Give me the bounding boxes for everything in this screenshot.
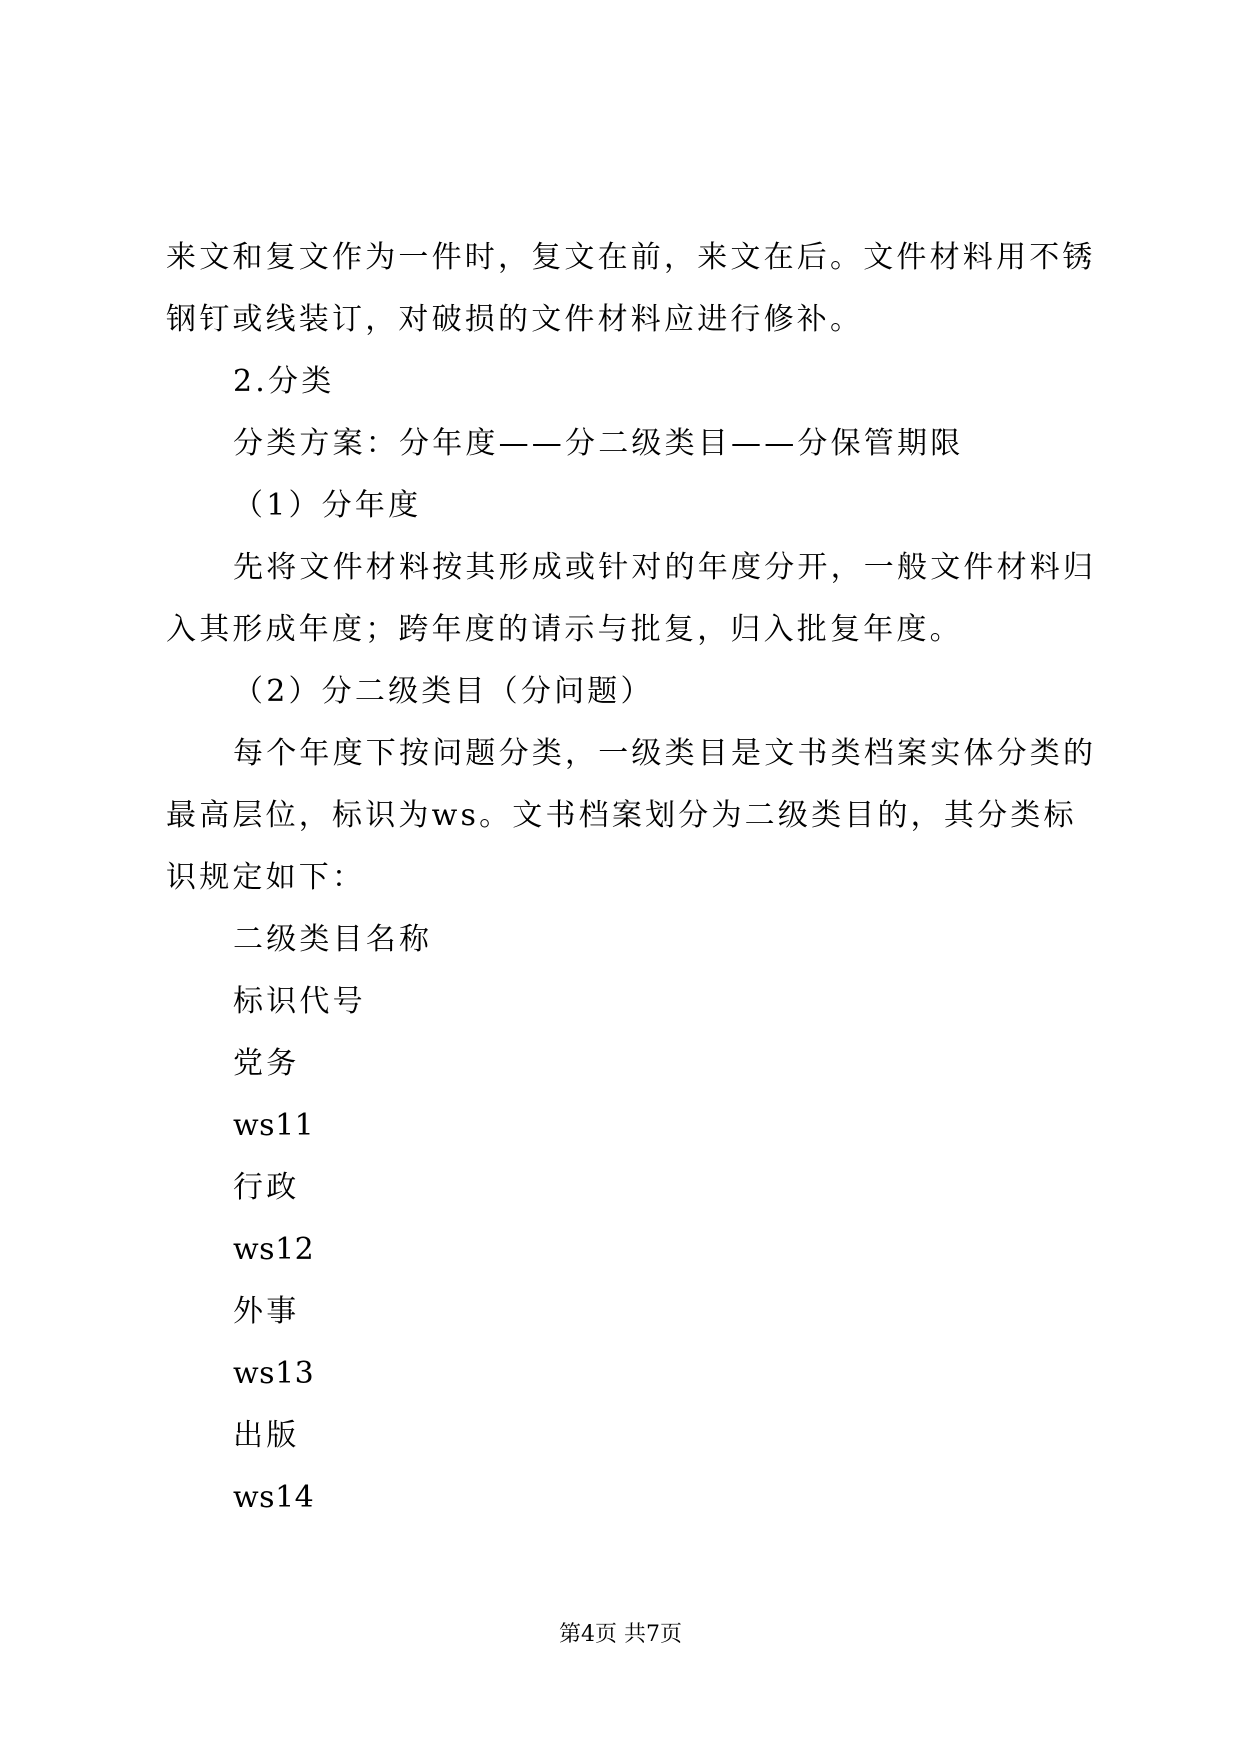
paragraph-line: 分类方案：分年度——分二级类目——分保管期限 <box>233 426 964 461</box>
table-cell: 出版 <box>233 1418 300 1453</box>
page-number-footer: 第4页 共7页 <box>559 1622 682 1647</box>
paragraph-line: 先将文件材料按其形成或针对的年度分开，一般文件材料归 <box>233 550 1097 585</box>
table-cell: 外事 <box>233 1294 300 1329</box>
paragraph-line: 钢钉或线装订，对破损的文件材料应进行修补。 <box>166 302 864 337</box>
paragraph-line: 入其形成年度；跨年度的请示与批复，归入批复年度。 <box>166 612 963 647</box>
table-cell: ws14 <box>233 1480 315 1515</box>
subsection-heading: （1）分年度 <box>233 488 422 523</box>
subsection-heading: （2）分二级类目（分问题） <box>233 674 654 709</box>
paragraph-line: 来文和复文作为一件时，复文在前，来文在后。文件材料用不锈 <box>166 240 1096 275</box>
paragraph-line: 每个年度下按问题分类，一级类目是文书类档案实体分类的 <box>233 736 1097 771</box>
paragraph-line: 识规定如下： <box>166 860 366 895</box>
section-heading: 2.分类 <box>233 364 335 399</box>
table-cell: ws13 <box>233 1356 315 1391</box>
table-cell: ws12 <box>233 1232 315 1267</box>
table-header-cell: 二级类目名称 <box>233 922 433 957</box>
table-cell: 行政 <box>233 1170 300 1205</box>
table-cell: 党务 <box>233 1046 300 1081</box>
table-header-cell: 标识代号 <box>233 984 366 1019</box>
table-cell: ws11 <box>233 1108 315 1143</box>
paragraph-line: 最高层位，标识为ws。文书档案划分为二级类目的，其分类标 <box>166 798 1077 833</box>
